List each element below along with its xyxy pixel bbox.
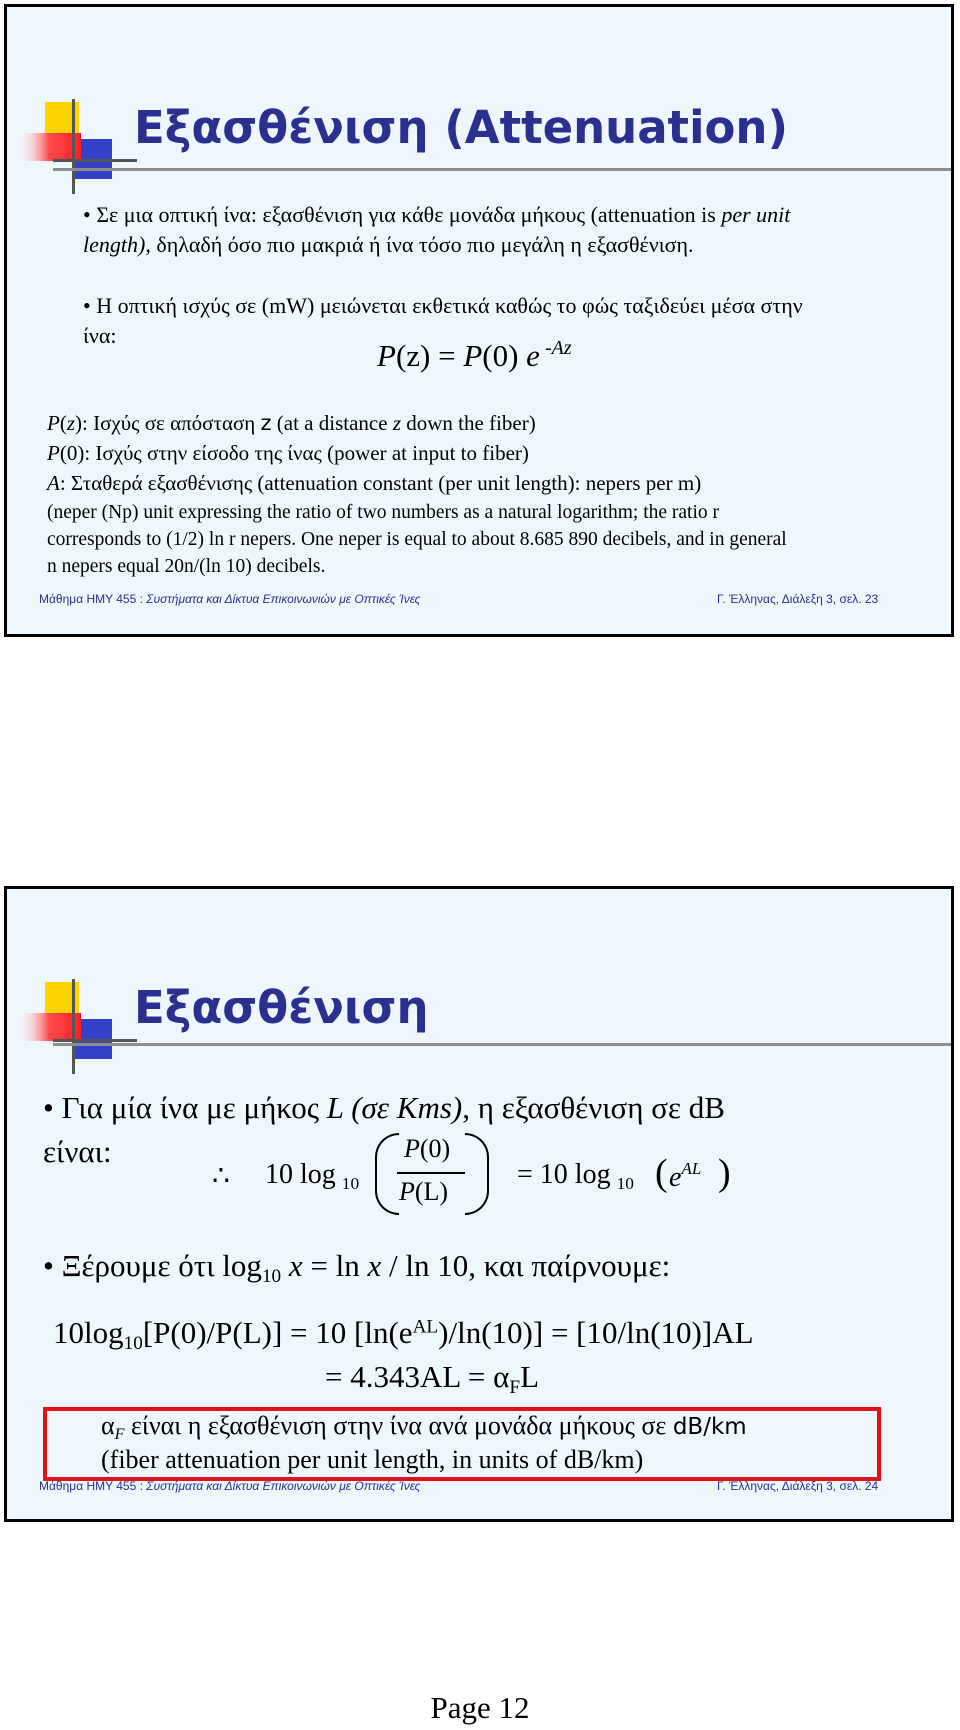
equation-power-decay bbox=[377, 337, 572, 374]
slide-23 bbox=[4, 4, 954, 637]
text-italic: length) bbox=[83, 232, 146, 257]
text: είναι η εξασθένιση στην ίνα ανά μονάδα μήκους σε bbox=[124, 1411, 673, 1440]
text: , η εξασθένιση σε dB bbox=[462, 1090, 725, 1125]
fraction-denominator bbox=[399, 1177, 448, 1207]
bullet-fiber-length bbox=[43, 1090, 725, 1126]
fraction-numerator bbox=[404, 1134, 450, 1164]
eq-subscript: 10 bbox=[341, 1173, 360, 1193]
eq-exponent: -Az bbox=[539, 337, 572, 359]
text: L bbox=[520, 1359, 540, 1394]
neper-note-line3: n nepers equal 20n/(ln 10) decibels. bbox=[47, 556, 326, 577]
subscript: F bbox=[509, 1377, 521, 1399]
subscript: 10 bbox=[261, 1266, 282, 1288]
eq-sym: e bbox=[526, 338, 540, 373]
left-paren bbox=[375, 1133, 399, 1215]
text: 10log bbox=[53, 1315, 124, 1350]
eq-sym: = bbox=[430, 338, 464, 373]
right-paren bbox=[465, 1133, 489, 1215]
footer-lecture: Γ. Έλληνας, Διάλεξη 3, σελ. 24 bbox=[717, 1479, 879, 1493]
text: (at a distance bbox=[271, 411, 393, 435]
eq-sym: (z) bbox=[395, 338, 431, 373]
text: Μάθημα ΗΜΥ 455 : bbox=[39, 592, 147, 606]
subscript: 10 bbox=[123, 1333, 143, 1355]
var: z bbox=[260, 411, 272, 435]
text-unit: dB/km bbox=[672, 1414, 747, 1440]
bullet-log-identity bbox=[43, 1248, 670, 1288]
text: )/ln(10)] = [10/ln(10)]AL bbox=[438, 1315, 754, 1350]
paren-close-exp: ) bbox=[718, 1152, 731, 1194]
footer-course bbox=[39, 592, 420, 606]
text: • Ξέρουμε ότι log bbox=[43, 1248, 262, 1283]
text: down the fiber) bbox=[401, 411, 536, 435]
alpha-definition-line1 bbox=[101, 1411, 747, 1444]
text: / ln 10, και παίρνουμε: bbox=[381, 1248, 671, 1283]
bullet-fiber-length-line2: είναι: bbox=[43, 1134, 112, 1169]
var: z bbox=[66, 411, 76, 435]
text: Μάθημα ΗΜΥ 455 : bbox=[39, 1479, 147, 1493]
text-italic: per unit bbox=[721, 202, 791, 227]
text: α bbox=[101, 1411, 115, 1440]
eq-sym: P bbox=[399, 1177, 415, 1206]
derivation-line2 bbox=[325, 1359, 539, 1399]
bullet-attenuation-line1 bbox=[83, 202, 790, 228]
eq-exponential bbox=[669, 1159, 701, 1194]
var: z bbox=[392, 411, 401, 435]
eq-sym: (0) bbox=[419, 1134, 451, 1163]
text-italic: Συστήματα και Δίκτυα Επικοινωνιών με Οπτικές Ίνες bbox=[146, 592, 421, 606]
text: (0): Ισχύς στην είσοδο της ίνας (power at input to fiber) bbox=[59, 441, 529, 465]
slide-title: Εξασθένιση (Attenuation) bbox=[134, 101, 789, 154]
var: A bbox=[47, 471, 60, 495]
eq-sym: P bbox=[404, 1134, 420, 1163]
neper-note-line2: corresponds to (1/2) ln r nepers. One neper is equal to about 8.685 890 decibels, and in general bbox=[47, 529, 787, 550]
eq-sym: (0) bbox=[482, 338, 527, 373]
neper-note-line1: (neper (Np) unit expressing the ratio of two numbers as a natural logarithm; the ratio r bbox=[47, 502, 720, 523]
alpha-definition-line2: (fiber attenuation per unit length, in units of dB/km) bbox=[101, 1445, 644, 1474]
eq-sym: P bbox=[377, 338, 396, 373]
text: • Σε μια οπτική ίνα: εξασθένιση για κάθε μονάδα μήκους (attenuation is bbox=[83, 202, 722, 227]
text-italic: Συστήματα και Δίκτυα Επικοινωνιών με Οπτικές Ίνες bbox=[146, 1479, 421, 1493]
text: , δηλαδή όσο πιο μακριά ή ίνα τόσο πιο μεγάλη η εξασθένιση. bbox=[145, 232, 694, 257]
bullet-power-line2: ίνα: bbox=[83, 323, 117, 348]
superscript: AL bbox=[412, 1316, 439, 1338]
var: P bbox=[47, 411, 60, 435]
slide-title: Εξασθένιση bbox=[134, 981, 429, 1034]
therefore-symbol: ∴ bbox=[212, 1161, 230, 1192]
text: ): Ισχύς σε απόσταση bbox=[75, 411, 261, 435]
text-italic: L (σε Kms) bbox=[326, 1090, 463, 1125]
text: [P(0)/P(L)] = 10 [ln(e bbox=[142, 1315, 413, 1350]
text: : Σταθερά εξασθένισης (attenuation constant (per unit length): nepers per m) bbox=[59, 471, 702, 495]
title-decoration-icon bbox=[17, 979, 137, 1074]
eq-log-left bbox=[265, 1159, 359, 1194]
page-number: Page 12 bbox=[430, 1690, 530, 1725]
var: P bbox=[47, 441, 60, 465]
bullet-attenuation-line2 bbox=[83, 232, 694, 258]
slide-24 bbox=[4, 886, 954, 1522]
eq-sym: = 10 log bbox=[517, 1159, 611, 1190]
var: x bbox=[367, 1248, 382, 1283]
title-rule bbox=[53, 168, 951, 171]
title-decoration-icon bbox=[17, 99, 137, 194]
paren-open-exp: ( bbox=[655, 1152, 668, 1194]
eq-sym: (L) bbox=[414, 1177, 449, 1206]
footer-lecture: Γ. Έλληνας, Διάλεξη 3, σελ. 23 bbox=[717, 592, 879, 606]
def-pz: P(z): Ισχύς σε απόσταση z (at a distance z down the fiber) bbox=[47, 411, 536, 435]
eq-subscript: 10 bbox=[616, 1173, 634, 1193]
eq-sym: P bbox=[463, 338, 483, 373]
bullet-power-line1: • Η οπτική ισχύς σε (mW) μειώνεται εκθετικά καθώς το φώς ταξιδεύει μέσα στην bbox=[83, 293, 803, 318]
eq-exponent: AL bbox=[681, 1159, 702, 1178]
text: • Για μία ίνα με μήκος bbox=[43, 1090, 327, 1125]
eq-sym: e bbox=[669, 1162, 682, 1193]
text: = ln bbox=[302, 1248, 368, 1283]
subscript: F bbox=[114, 1426, 125, 1444]
derivation-line1 bbox=[53, 1315, 754, 1355]
eq-log-right bbox=[517, 1159, 634, 1194]
title-rule bbox=[53, 1043, 951, 1046]
text: = 4.343AL = α bbox=[325, 1359, 510, 1394]
def-p0 bbox=[47, 441, 529, 466]
def-a bbox=[47, 471, 701, 496]
footer-course bbox=[39, 1479, 420, 1493]
var: x bbox=[281, 1248, 303, 1283]
fraction-bar bbox=[397, 1172, 465, 1174]
eq-sym: 10 log bbox=[265, 1159, 336, 1190]
